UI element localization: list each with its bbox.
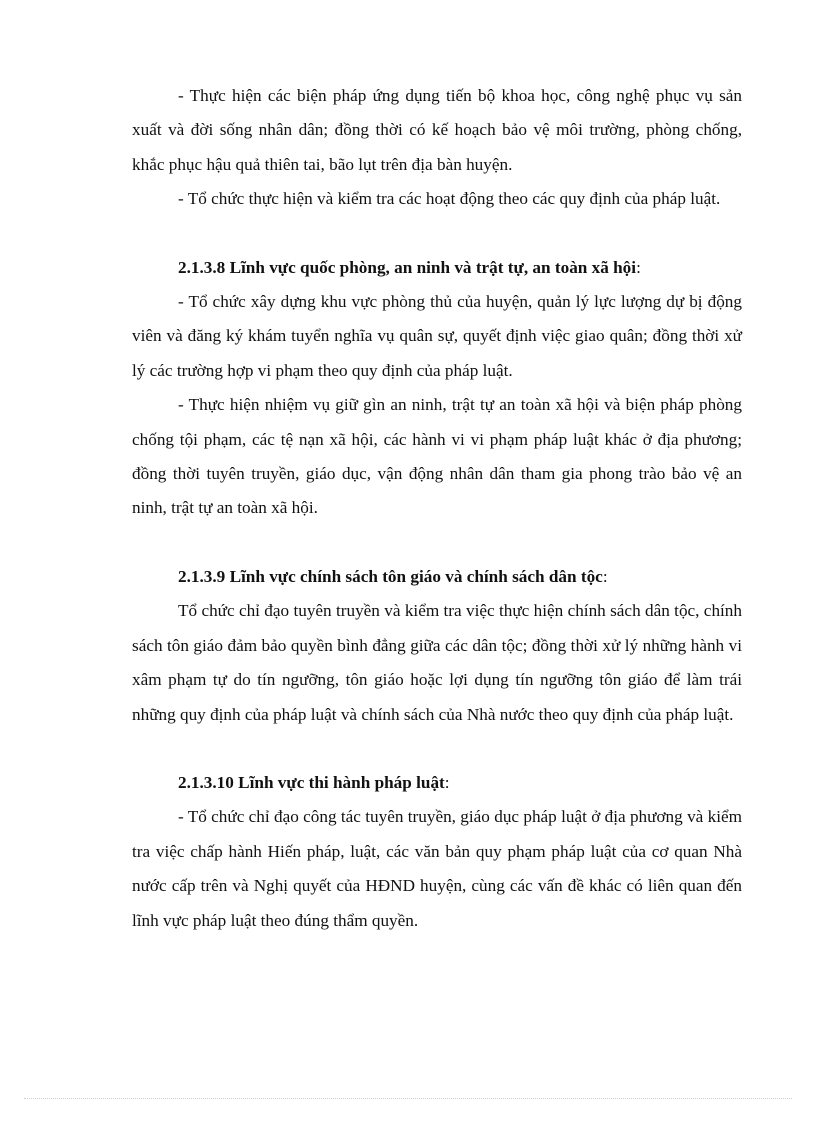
- heading-2139-colon: :: [602, 566, 608, 586]
- heading-2138-colon: :: [636, 257, 641, 277]
- paragraph-2139-religion-ethnic: Tổ chức chỉ đạo tuyên truyền và kiểm tra việc thực hiện chính sách dân tộc, chính sách tôn giáo đảm bảo quyền bình đẳng giữa các dân tộc; đồng thời xử lý những hành vi xâm phạm tự do tín ngưỡng, tôn giáo hoặc lợi dụng tín ngưỡng tôn giáo để làm trái những quy định của pháp luật và chính sách của Nhà nước theo quy định của pháp luật.: [132, 601, 742, 724]
- paragraph-law-enforcement-check: - Tổ chức thực hiện và kiểm tra các hoạt động theo các quy định của pháp luật.: [178, 189, 721, 209]
- heading-21310: [132, 766, 742, 800]
- heading-2139: [132, 560, 742, 594]
- paragraph-2138-defense: - Tổ chức xây dựng khu vực phòng thủ của huyện, quản lý lực lượng dự bị động viên và đăng ký khám tuyển nghĩa vụ quân sự, quyết định việc giao quân; đồng thời xử lý các trường hợp vi phạm theo quy định của pháp luật.: [132, 292, 742, 380]
- paragraph-21310-legal: - Tổ chức chỉ đạo công tác tuyên truyền, giáo dục pháp luật ở địa phương và kiểm tra việc chấp hành Hiến pháp, luật, các văn bản quy phạm pháp luật của cơ quan Nhà nước cấp trên và Nghị quyết của HĐND huyện, cùng các vấn đề khác có liên quan đến lĩnh vực pháp luật theo đúng thẩm quyền.: [132, 807, 742, 930]
- heading-21310-colon: :: [444, 772, 450, 792]
- document-page: [132, 79, 742, 938]
- heading-2139-text: 2.1.3.9 Lĩnh vực chính sách tôn giáo và chính sách dân tộc: [178, 566, 603, 586]
- heading-2138-text: 2.1.3.8 Lĩnh vực quốc phòng, an ninh và trật tự, an toàn xã hội: [178, 257, 637, 277]
- heading-21310-text: 2.1.3.10 Lĩnh vực thi hành pháp luật: [178, 772, 445, 792]
- heading-2138: [132, 251, 742, 285]
- page-bottom-divider: [24, 1098, 792, 1099]
- paragraph-science-technology: - Thực hiện các biện pháp ứng dụng tiến bộ khoa học, công nghệ phục vụ sản xuất và đời sống nhân dân; đồng thời có kế hoạch bảo vệ môi trường, phòng chống, khắc phục hậu quả thiên tai, bão lụt trên địa bàn huyện.: [132, 86, 742, 174]
- paragraph-2138-security: - Thực hiện nhiệm vụ giữ gìn an ninh, trật tự an toàn xã hội và biện pháp phòng chống tội phạm, các tệ nạn xã hội, các hành vi vi phạm pháp luật khác ở địa phương; đồng thời tuyên truyền, giáo dục, vận động nhân dân tham gia phong trào bảo vệ an ninh, trật tự an toàn xã hội.: [132, 395, 742, 518]
